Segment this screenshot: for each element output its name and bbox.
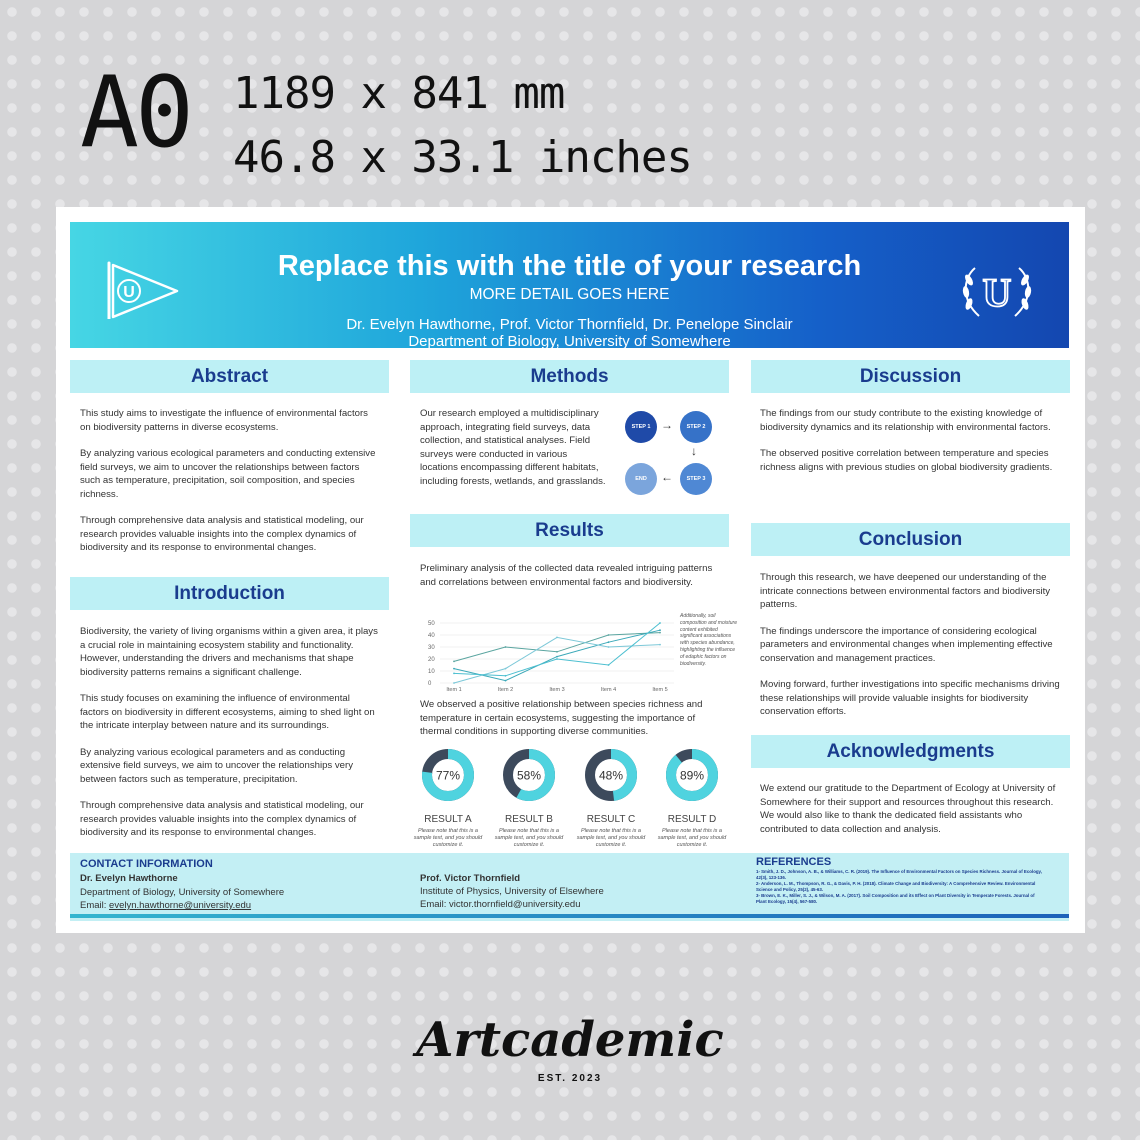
series-point bbox=[453, 682, 455, 684]
footer-accent-line bbox=[70, 914, 1069, 918]
donut-note: Please note that this is a sample text, and you should customize it. bbox=[413, 828, 483, 848]
donut-chart bbox=[499, 745, 559, 805]
flow-step-1: STEP 1 bbox=[625, 411, 657, 443]
brand-logo: Artcademic bbox=[416, 1012, 724, 1068]
laurel-letter: U bbox=[982, 270, 1012, 315]
flow-arrow-down: ↓ bbox=[691, 444, 697, 458]
references-heading: REFERENCES bbox=[756, 856, 832, 868]
x-tick-label: Item 3 bbox=[549, 687, 565, 691]
donut-percent: 77% bbox=[435, 768, 461, 783]
result-donut bbox=[412, 745, 484, 849]
series-point bbox=[556, 637, 558, 639]
donut-note: Please note that this is a sample text, and you should customize it. bbox=[576, 828, 646, 848]
x-tick-label: Item 2 bbox=[497, 687, 514, 691]
x-tick-label: Item 5 bbox=[652, 687, 668, 691]
flow-arrow-right: → bbox=[661, 418, 673, 432]
series-point bbox=[608, 641, 610, 643]
series-point bbox=[556, 658, 558, 660]
methods-heading: Methods bbox=[410, 360, 729, 393]
abstract-paragraph: Through comprehensive data analysis and statistical modeling, our research provides valuable insights into the complex dynamics of biodiversity and its response to environmental changes. bbox=[80, 515, 364, 553]
y-tick-label: 10 bbox=[428, 669, 435, 675]
chart-note: Additionally, soil composition and moisture content exhibited significant associations with species abundance, highlighting the influence of edaphic factors on biodiversity. bbox=[680, 613, 737, 667]
acknowledgments-text: We extend our gratitude to the Department of Ecology at University of Somewhere for their support and resources throughout this research. We would also like to thank the dedicated field assistants who contributed to data collection and analysis. bbox=[760, 783, 1056, 835]
donut-chart bbox=[662, 745, 722, 805]
flow-arrow-left: ← bbox=[661, 470, 673, 484]
abstract-heading: Abstract bbox=[70, 360, 389, 393]
discussion-paragraph: The findings from our study contribute to the existing knowledge of biodiversity dynamics and its relationship with environmental factors. bbox=[760, 408, 1051, 433]
donut-percent: 58% bbox=[516, 768, 542, 783]
brand-established: EST. 2023 bbox=[537, 1073, 603, 1084]
contact-heading: CONTACT INFORMATION bbox=[80, 858, 213, 870]
donut-label: RESULT C bbox=[586, 814, 636, 825]
donut-label: RESULT B bbox=[505, 814, 553, 825]
poster-banner bbox=[70, 222, 1069, 348]
pennant-letter: U bbox=[123, 284, 135, 301]
introduction-paragraph: Through comprehensive data analysis and statistical modeling, our research provides valuable insights into the complex dynamics of biodiversity and its response to environmental changes. bbox=[80, 800, 364, 838]
conclusion-paragraph: Through this research, we have deepened our understanding of the intricate connections between environmental factors and biodiversity patterns. bbox=[760, 572, 1051, 610]
donut-note: Please note that this is a sample text, and you should customize it. bbox=[494, 828, 564, 848]
poster-title: Replace this with the title of your research bbox=[277, 250, 862, 282]
results-line-chart bbox=[416, 607, 676, 691]
contact-1-email-label: Email: bbox=[80, 900, 110, 911]
result-donut bbox=[575, 745, 647, 849]
abstract-paragraph: This study aims to investigate the influence of environmental factors on biodiversity patterns in diverse ecosystems. bbox=[80, 408, 368, 433]
y-tick-label: 0 bbox=[428, 681, 432, 687]
y-tick-label: 20 bbox=[428, 657, 435, 663]
flow-step-2: STEP 2 bbox=[680, 411, 712, 443]
series-point bbox=[659, 622, 661, 624]
acknowledgments-heading: Acknowledgments bbox=[751, 735, 1070, 768]
result-donut bbox=[656, 745, 728, 849]
contact-2-dept: Institute of Physics, University of Elsewhere bbox=[420, 886, 604, 897]
contact-1-email-row bbox=[80, 899, 251, 913]
series-point bbox=[608, 634, 610, 636]
contact-2-email: Email: victor.thornfield@university.edu bbox=[420, 899, 581, 910]
donut-chart bbox=[418, 745, 478, 805]
x-tick-label: Item 4 bbox=[600, 687, 617, 691]
flow-step-end: END bbox=[625, 463, 657, 495]
contact-footer bbox=[70, 853, 1069, 921]
series-point bbox=[659, 644, 661, 646]
contact-1-name: Dr. Evelyn Hawthorne bbox=[80, 873, 178, 884]
references-list bbox=[756, 869, 1046, 905]
series-point bbox=[556, 656, 558, 658]
abstract-paragraph: By analyzing various ecological parameters and conducting extensive field surveys, we aim to uncover the relationships between factors such as temperature, precipitation, soil composition, and species richness. bbox=[80, 448, 376, 500]
conclusion-text bbox=[760, 571, 1060, 732]
results-summary: We observed a positive relationship between species richness and temperature in certain ecosystems, suggesting the importance of thermal conditions in supporting diverse communities. bbox=[420, 699, 703, 737]
poster bbox=[56, 207, 1085, 933]
series-point bbox=[453, 661, 455, 663]
series-point bbox=[608, 664, 610, 666]
conclusion-heading: Conclusion bbox=[751, 523, 1070, 556]
abstract-text bbox=[80, 407, 380, 568]
series-point bbox=[608, 646, 610, 648]
donut-percent: 48% bbox=[598, 768, 624, 783]
donut-label: RESULT A bbox=[424, 814, 472, 825]
paper-dimensions bbox=[233, 62, 692, 190]
donut-note: Please note that this is a sample text, and you should customize it. bbox=[657, 828, 727, 848]
reference-item: 1- Smith, J. D., Johnson, A. B., & Williams, C. R. (2019). The Influence of Environmental Factors on Species Richness. Journal of Ecology, 42(3), 123-136. bbox=[756, 869, 1042, 880]
discussion-text bbox=[760, 407, 1060, 487]
contact-1-email-link[interactable]: evelyn.hawthorne@university.edu bbox=[109, 900, 252, 911]
results-intro: Preliminary analysis of the collected data revealed intriguing patterns and correlations between environmental factors and biodiversity. bbox=[420, 563, 713, 588]
result-donut bbox=[493, 745, 565, 849]
introduction-text bbox=[80, 625, 380, 853]
poster-department: Department of Biology, University of Somewhere bbox=[408, 333, 731, 350]
poster-subtitle: MORE DETAIL GOES HERE bbox=[469, 286, 670, 303]
reference-item: 2- Anderson, L. M., Thompson, R. G., & Davis, P. H. (2018). Climate Change and Biodiversity: A Comprehensive Review. Environmental Science and Policy, 25(2), 45-63. bbox=[756, 881, 1036, 892]
results-heading: Results bbox=[410, 514, 729, 547]
y-tick-label: 30 bbox=[428, 645, 435, 651]
series-point bbox=[505, 680, 507, 682]
series-point bbox=[505, 675, 507, 677]
paper-size-label: A0 bbox=[80, 56, 191, 170]
reference-item: 3- Brown, E. K., Miller, S. J., & Wilson, M. A. (2017). Soil Composition and its Effect on Plant Diversity in Temperate Forests. Journal of Plant Ecology, 15(4), 567-580. bbox=[756, 893, 1035, 904]
series-point bbox=[505, 668, 507, 670]
x-tick-label: Item 1 bbox=[446, 687, 462, 691]
series-point bbox=[556, 651, 558, 653]
introduction-paragraph: This study focuses on examining the influence of environmental factors on biodiversity in different ecosystems, aiming to shed light on the intricate interplay between nature and its surroundings. bbox=[80, 693, 375, 731]
introduction-paragraph: By analyzing various ecological parameters and as conducting extensive field surveys, we aim to uncover the relationships very between factors such as temperature, precipitation. bbox=[80, 746, 354, 785]
introduction-paragraph: Biodiversity, the variety of living organisms within a given area, it plays a crucial role in maintaining ecosystem stability and functionality. However, understanding the drivers and mechanisms that shape biodiversity patterns remains a significant challenge. bbox=[80, 626, 378, 678]
discussion-heading: Discussion bbox=[751, 360, 1070, 393]
laurel-logo-icon bbox=[955, 260, 1039, 322]
series-point bbox=[659, 629, 661, 631]
conclusion-paragraph: The findings underscore the importance of considering ecological parameters and environmental changes when implementing effective conservation and management practices. bbox=[760, 625, 1053, 664]
methods-text: Our research employed a multidisciplinary approach, integrating field surveys, data collection, and statistical analyses. Field surveys were conducted in various locations encompassing different habitats, including forests, wetlands, and grasslands. bbox=[420, 408, 606, 487]
y-tick-label: 50 bbox=[428, 621, 435, 627]
flow-step-3: STEP 3 bbox=[680, 463, 712, 495]
y-tick-label: 40 bbox=[428, 633, 435, 639]
series-point bbox=[505, 646, 507, 648]
donut-chart bbox=[581, 745, 641, 805]
introduction-heading: Introduction bbox=[70, 577, 389, 610]
contact-2-name: Prof. Victor Thornfield bbox=[420, 873, 521, 884]
donut-label: RESULT D bbox=[667, 814, 717, 825]
series-point bbox=[453, 668, 455, 670]
poster-authors: Dr. Evelyn Hawthorne, Prof. Victor Thornfield, Dr. Penelope Sinclair bbox=[346, 316, 793, 333]
series-point bbox=[659, 632, 661, 634]
dimensions-inches: 46.8 x 33.1 inches bbox=[233, 132, 692, 183]
series-line-4 bbox=[454, 623, 660, 676]
contact-1-dept: Department of Biology, University of Somewhere bbox=[80, 887, 285, 898]
series-point bbox=[453, 673, 455, 675]
conclusion-paragraph: Moving forward, further investigations into specific mechanisms driving these relationships will provide valuable insights for biodiversity conservation efforts. bbox=[760, 679, 1060, 717]
discussion-paragraph: The observed positive correlation between temperature and species richness aligns with previous studies on global biodiversity gradients. bbox=[760, 448, 1053, 473]
donut-percent: 89% bbox=[679, 768, 705, 783]
dimensions-mm: 1189 x 841 mm bbox=[233, 68, 565, 119]
